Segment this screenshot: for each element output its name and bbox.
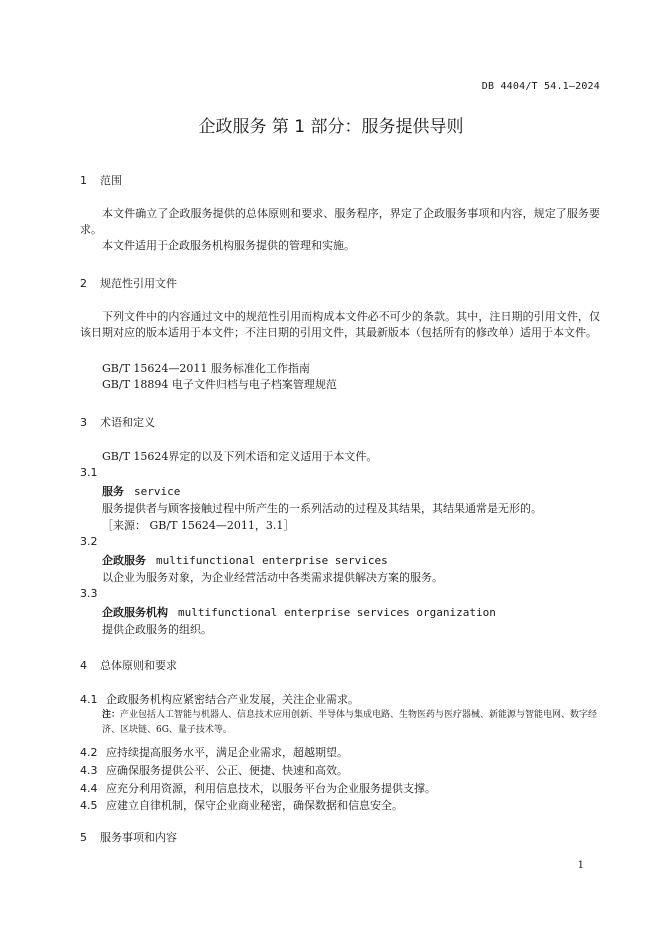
requirement-number: 4.1 xyxy=(80,693,98,706)
note-label: 注： xyxy=(102,710,121,720)
section-3-heading xyxy=(80,414,155,430)
section-title: 术语和定义 xyxy=(100,416,155,429)
requirement-number: 4.4 xyxy=(80,782,98,795)
requirement-text: 应持续提高服务水平，满足企业需求，超越期望。 xyxy=(106,746,348,759)
term-name xyxy=(102,552,388,568)
section-title: 规范性引用文件 xyxy=(100,277,177,290)
requirement-item xyxy=(80,796,403,814)
note-text: 产业包括人工智能与机器人、信息技术应用创新、半导体与集成电路、生物医药与医疗器械、新能源与智能电网、数字经济、区块链、6G、量子技术等。 xyxy=(102,710,598,735)
section-2-paragraph-1: 下列文件中的内容通过文中的规范性引用而构成本文件必不可少的条款。其中，注日期的引用文件，仅该日期对应的版本适用于本文件；不注日期的引用文件，其最新版本（包括所有的修改单）适用于本文件。 xyxy=(80,310,600,339)
term-definition: 以企业为服务对象，为企业经营活动中各类需求提供解决方案的服务。 xyxy=(102,571,443,584)
requirement-item xyxy=(80,779,436,797)
section-number: 4 xyxy=(80,659,87,672)
requirement-item xyxy=(80,743,348,761)
section-number: 5 xyxy=(80,831,87,844)
requirement-text: 应建立自律机制，保守企业商业秘密，确保数据和信息安全。 xyxy=(106,799,403,812)
term-name xyxy=(102,483,180,499)
term-chinese: 服务 xyxy=(102,485,124,498)
term-chinese: 企政服务 xyxy=(102,554,146,567)
term-number: 3.3 xyxy=(80,587,98,600)
document-id: DB 4404/T 54.1—2024 xyxy=(481,81,600,92)
reference-item: GB/T 15624—2011 服务标准化工作指南 xyxy=(102,362,310,375)
term-english: service xyxy=(134,485,181,498)
term-chinese: 企政服务机构 xyxy=(102,606,168,619)
page-number: 1 xyxy=(577,860,584,871)
term-number: 3.1 xyxy=(80,466,98,479)
section-4-heading xyxy=(80,657,177,673)
term-definition: 服务提供者与顾客接触过程中所产生的一系列活动的过程及其结果，其结果通常是无形的。 xyxy=(102,502,542,515)
requirement-text: 企政服务机构应紧密结合产业发展，关注企业需求。 xyxy=(106,693,359,706)
requirement-item xyxy=(80,690,359,708)
section-2-heading xyxy=(80,275,177,291)
section-5-heading xyxy=(80,829,177,845)
term-definition: 提供企政服务的组织。 xyxy=(102,623,212,636)
requirement-item xyxy=(80,761,348,779)
term-number: 3.2 xyxy=(80,535,98,548)
requirement-number: 4.5 xyxy=(80,799,98,812)
requirement-text: 应确保服务提供公平、公正、便捷、快速和高效。 xyxy=(106,764,348,777)
requirement-text: 应充分利用资源，利用信息技术，以服务平台为企业服务提供支撑。 xyxy=(106,782,436,795)
section-number: 2 xyxy=(80,277,87,290)
term-english: multifunctional enterprise services xyxy=(156,554,388,567)
requirement-number: 4.3 xyxy=(80,764,98,777)
note xyxy=(102,708,602,738)
section-1-heading xyxy=(80,172,122,188)
term-source: ［来源： GB/T 15624—2011，3.1］ xyxy=(102,519,295,532)
section-1-paragraph-1: 本文件确立了企政服务提供的总体原则和要求、服务程序，界定了企政服务事项和内容，规定了服务要求。 xyxy=(80,207,600,236)
section-title: 范围 xyxy=(100,174,122,187)
section-number: 1 xyxy=(80,174,87,187)
section-number: 3 xyxy=(80,416,87,429)
section-title: 总体原则和要求 xyxy=(100,659,177,672)
requirement-number: 4.2 xyxy=(80,746,98,759)
section-title: 服务事项和内容 xyxy=(100,831,177,844)
section-1-paragraph-2: 本文件适用于企政服务机构服务提供的管理和实施。 xyxy=(102,239,355,252)
reference-item: GB/T 18894 电子文件归档与电子档案管理规范 xyxy=(102,378,337,391)
term-english: multifunctional enterprise services organization xyxy=(178,606,496,619)
term-name xyxy=(102,604,496,620)
document-title: 企政服务 第 1 部分：服务提供导则 xyxy=(198,117,464,137)
terms-intro: GB/T 15624界定的以及下列术语和定义适用于本文件。 xyxy=(102,450,378,463)
